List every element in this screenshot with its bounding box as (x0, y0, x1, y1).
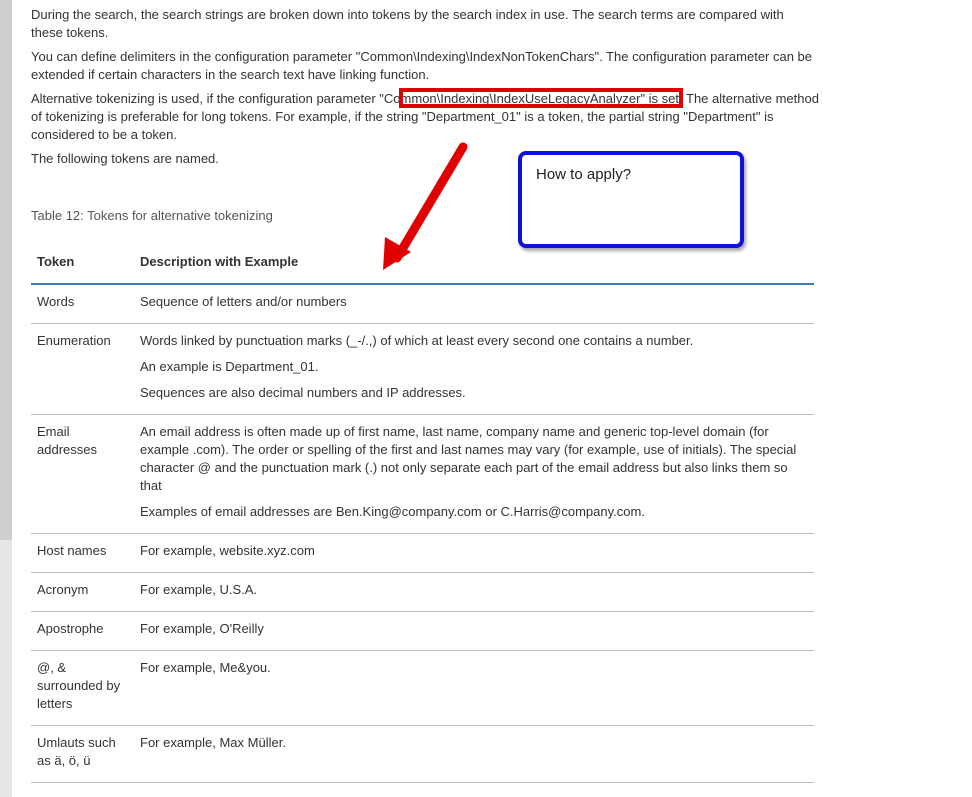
header-token: Token (31, 245, 134, 284)
token-cell: Apostrophe (31, 612, 134, 651)
description-line: For example, Max Müller. (140, 735, 286, 750)
callout-note (518, 151, 744, 248)
token-cell: Email addresses (31, 415, 134, 534)
description-line: For example, U.S.A. (140, 582, 258, 597)
description-line: For example, Me&you. (140, 660, 271, 675)
paragraph-alternative-tokenizing: Alternative tokenizing is used, if the configuration parameter "Common\Indexing\IndexUseLegacyAnalyzer" is set. The alternative method of tokenizing is preferable for long tokens. For example, if the string "Department_01" is a token, the partial string "Department" is considered to be a token. (31, 91, 819, 142)
token-cell: Words (31, 284, 134, 324)
description-line: An example is Department_01. (140, 359, 319, 374)
arrow-shaft (397, 147, 463, 258)
token-cell: Acronym (31, 573, 134, 612)
description-line: Examples of email addresses are Ben.King@company.com or C.Harris@company.com. (140, 504, 645, 519)
header-description: Description with Example (134, 245, 814, 284)
paragraph-search-intro: During the search, the search strings are broken down into tokens by the search index in use. The search terms are compared with these tokens. (31, 7, 784, 40)
token-cell: Enumeration (31, 324, 134, 415)
token-cell: @, & surrounded by letters (31, 651, 134, 726)
description-line: Sequence of letters and/or numbers (140, 294, 347, 309)
description-line: Sequences are also decimal numbers and IP addresses. (140, 385, 466, 400)
description-line: For example, website.xyz.com (140, 543, 315, 558)
token-cell: Host names (31, 534, 134, 573)
paragraph-tokens-named: The following tokens are named. (31, 151, 219, 166)
callout-note-text: How to apply? (536, 166, 632, 183)
description-line: Words linked by punctuation marks (_-/.,) of which at least every second one contains a number. (140, 333, 694, 348)
description-line: An email address is often made up of first name, last name, company name and generic top-level domain (for example .com). The order or spelling of the first and last names may vary (for example, use of initials). The special character @ and the punctuation mark (.) not only separate each part of the email address but also links them so that (140, 424, 797, 493)
paragraph-delimiters: You can define delimiters in the configuration parameter "Common\Indexing\IndexNonTokenChars". The configuration parameter can be extended if certain characters in the search text have linking function. (31, 49, 813, 82)
token-cell: Umlauts such as ä, ö, ü (31, 726, 134, 783)
description-line: For example, O'Reilly (140, 621, 264, 636)
table-caption: Table 12: Tokens for alternative tokenizing (31, 208, 273, 223)
